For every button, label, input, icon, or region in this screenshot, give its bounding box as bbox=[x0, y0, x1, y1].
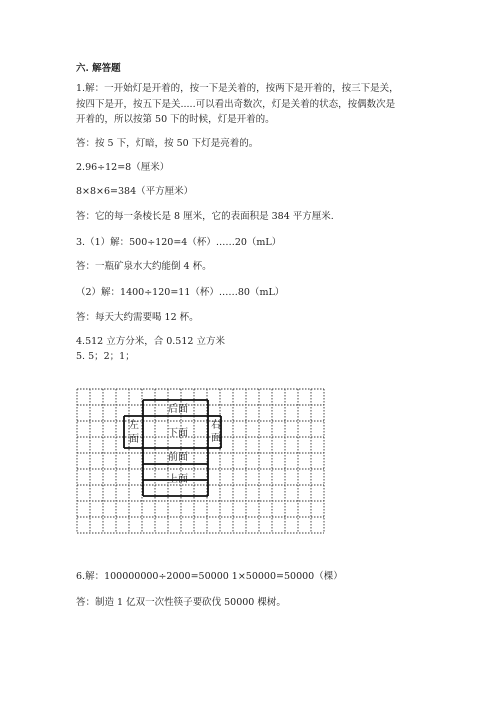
q2-line-2: 8×8×6=384（平方厘米） bbox=[76, 186, 194, 197]
q1-line-1: 1.解：一开始灯是开着的，按一下是关着的，按两下是开着的，按三下是关， bbox=[76, 83, 399, 94]
q6-line: 6.解：100000000÷2000=50000 1×50000=50000（棵） bbox=[76, 571, 343, 582]
label-bottom: 下面 bbox=[168, 428, 188, 439]
label-right-top: 右 bbox=[211, 420, 221, 431]
cube-net-grid bbox=[76, 388, 328, 542]
q6-answer: 答：制造 1 亿双一次性筷子要砍伐 50000 棵树。 bbox=[76, 597, 286, 608]
q1-answer: 答：按 5 下，灯暗，按 50 下灯是亮着的。 bbox=[76, 138, 259, 149]
label-right-bottom: 面 bbox=[211, 433, 221, 444]
q2-line-1: 2.96÷12=8（厘米） bbox=[76, 162, 170, 173]
label-left-bottom: 面 bbox=[129, 434, 139, 445]
q1-line-2: 按四下是开，按五下是关.....可以看出奇数次，灯是关着的状态，按偶数次是 bbox=[76, 99, 396, 110]
q3-answer-2: 答：每天大约需要喝 12 杯。 bbox=[76, 312, 199, 323]
q3-part-2: （2）解：1400÷120=11（杯）……80（mL） bbox=[76, 287, 285, 298]
dotted-grid-lines bbox=[77, 389, 324, 533]
label-back: 后面 bbox=[168, 404, 188, 415]
q3-part-1: 3.（1）解：500÷120=4（杯）……20（mL） bbox=[76, 237, 282, 248]
q4-line: 4.512 立方分米，合 0.512 立方米 bbox=[76, 336, 225, 347]
q5-line: 5. 5；2；1； bbox=[76, 351, 135, 362]
label-left-top: 左 bbox=[129, 420, 139, 431]
q2-answer: 答：它的每一条棱长是 8 厘米，它的表面积是 384 平方厘米. bbox=[76, 211, 334, 222]
label-top: 上面 bbox=[168, 474, 188, 485]
q3-answer-1: 答：一瓶矿泉水大约能倒 4 杯。 bbox=[76, 261, 212, 272]
section-title: 六. 解答题 bbox=[76, 63, 121, 74]
label-front: 前面 bbox=[168, 452, 188, 463]
cube-net-svg bbox=[76, 388, 328, 538]
q1-line-3: 开着的，所以按第 50 下的时候，灯是开着的。 bbox=[76, 114, 275, 125]
